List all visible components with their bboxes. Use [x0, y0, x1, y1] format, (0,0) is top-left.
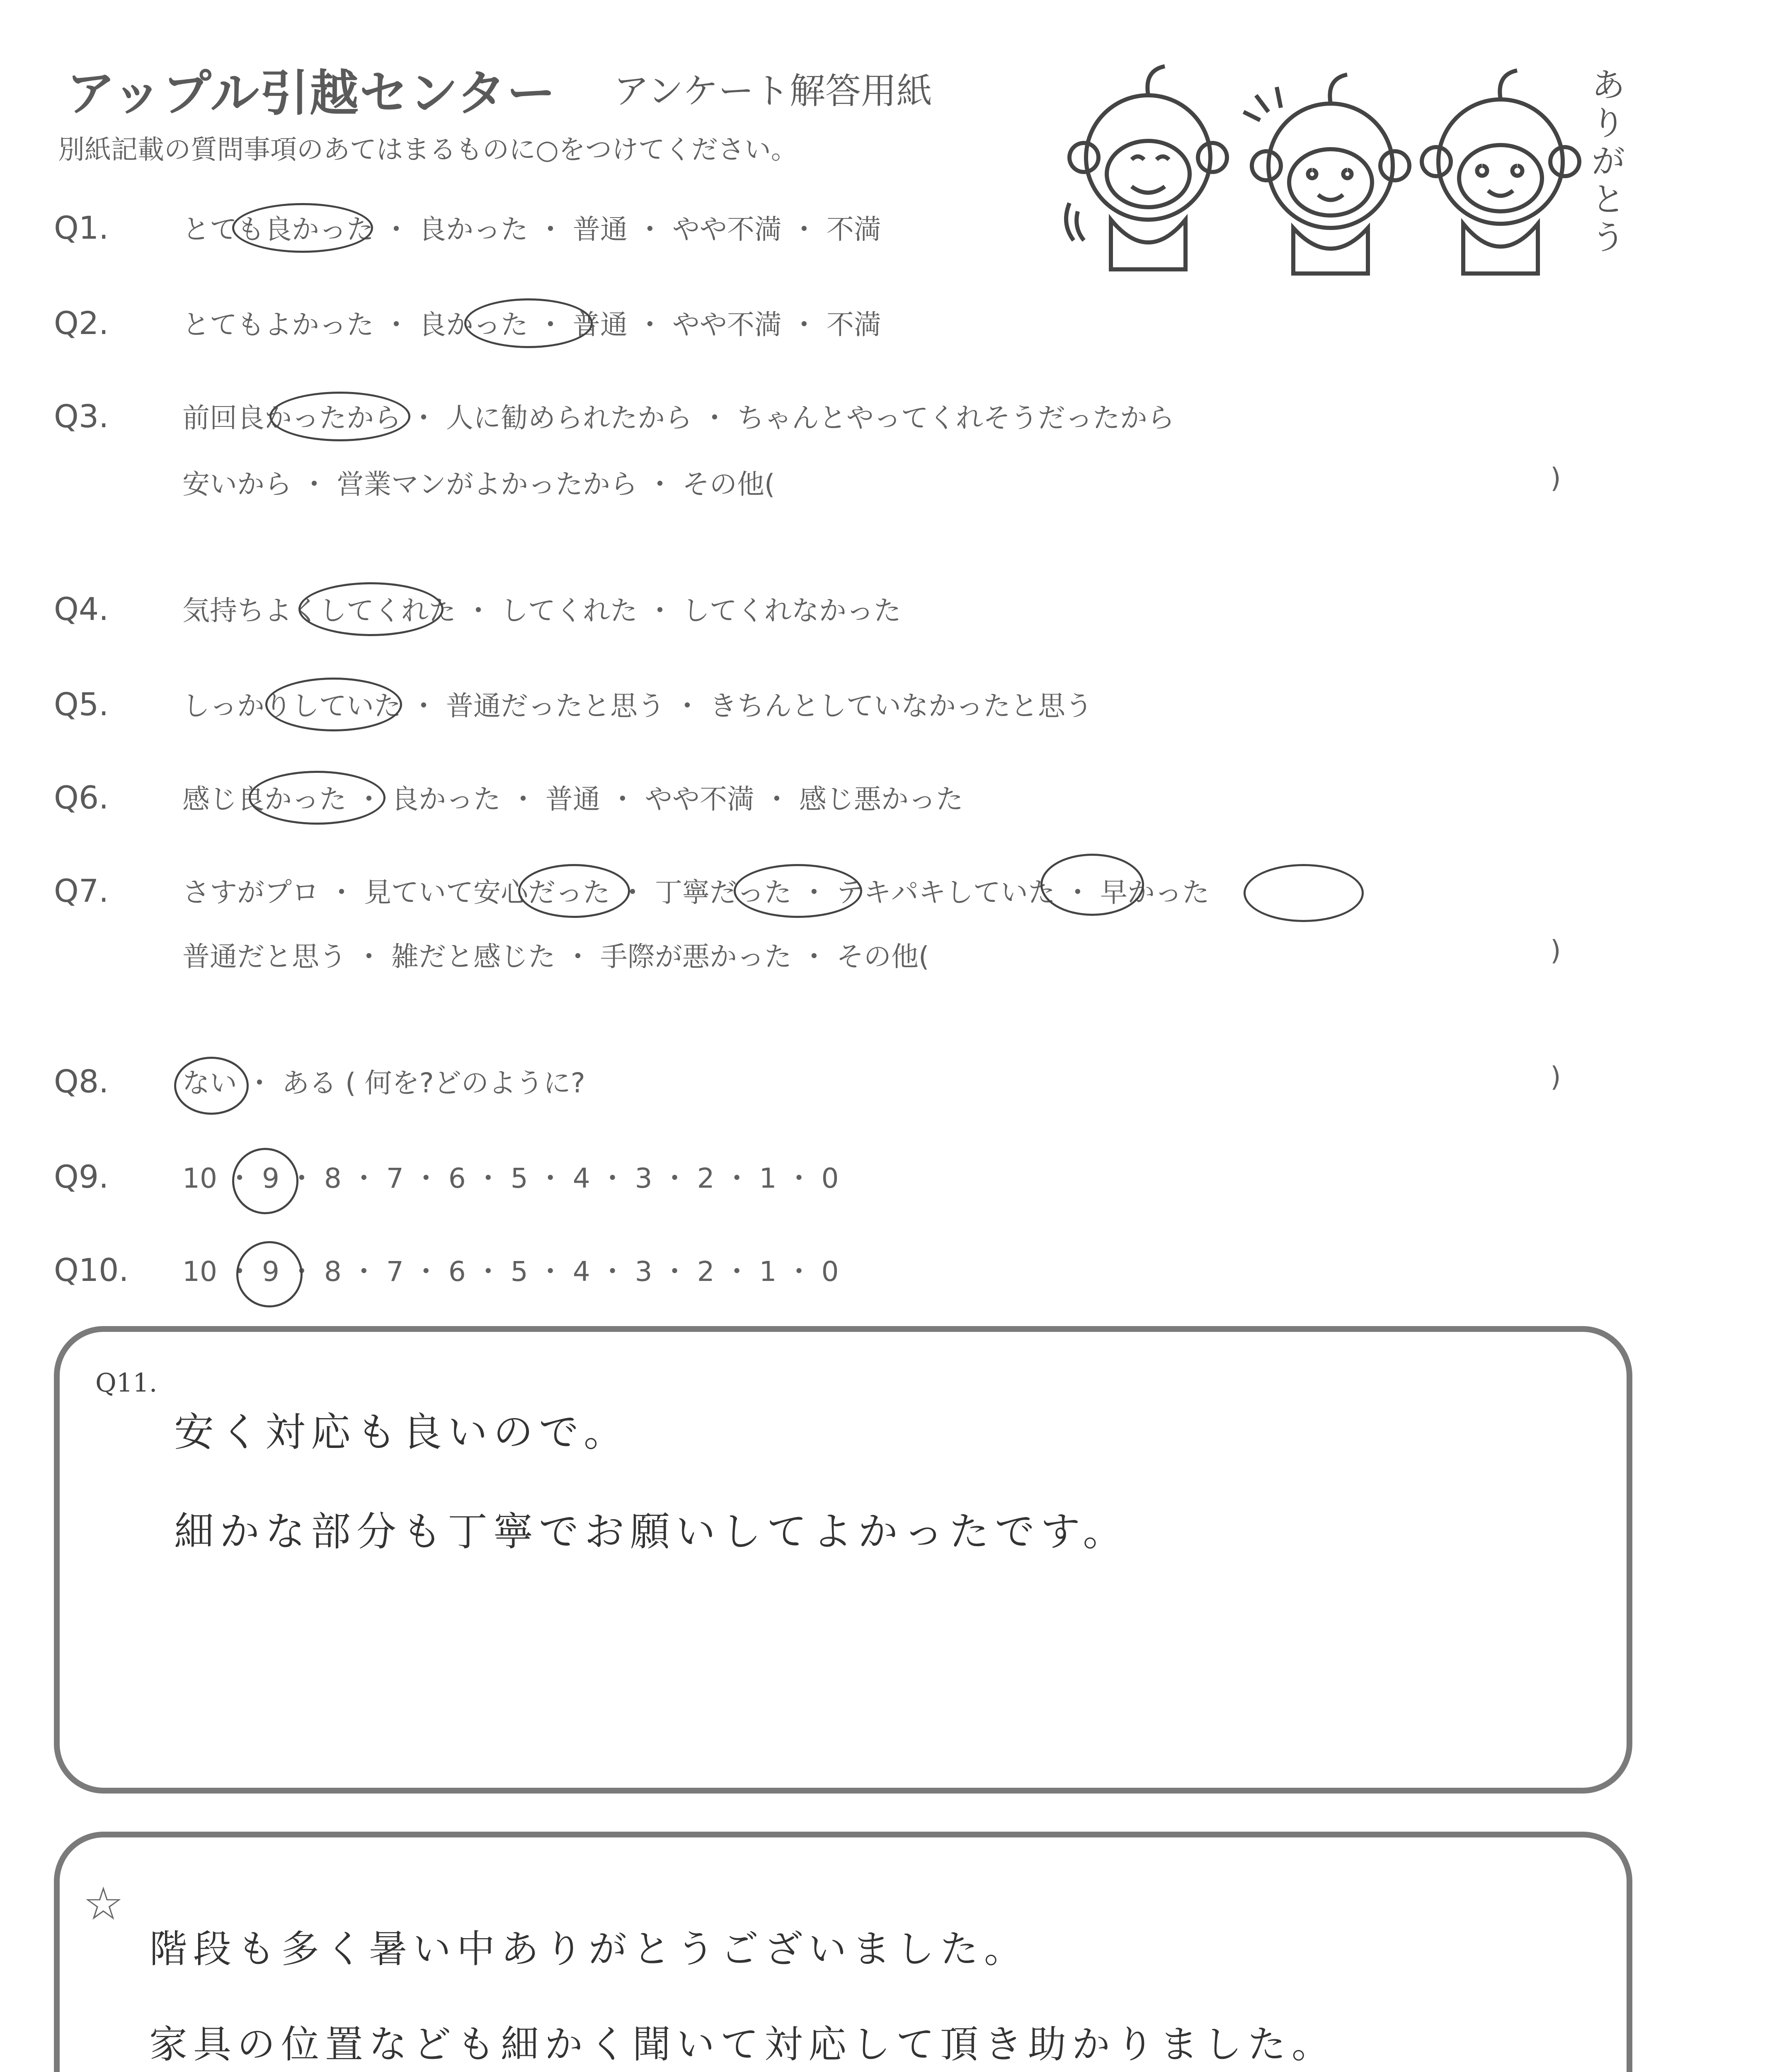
question-q8-close-paren: ): [1550, 1061, 1561, 1093]
mascot-monkeys-illustration: [1061, 62, 1600, 278]
question-row-q10: [54, 1249, 839, 1289]
question-number: Q3.: [54, 398, 109, 435]
question-row-q4: [54, 588, 901, 628]
answer-circle-q2: [464, 298, 593, 348]
answer-circle-q9: [232, 1148, 298, 1214]
answer-circle-q7-d: [1244, 864, 1364, 922]
answer-circle-q10: [236, 1241, 303, 1307]
answer-circle-q7-a: [518, 864, 630, 918]
question-options: 10 ・ 9 ・ 8 ・ 7 ・ 6 ・ 5 ・ 4 ・ 3 ・ 2 ・ 1 ・ 0: [182, 1162, 839, 1194]
q11-handwritten-line: 細かな部分も丁寧でお願いしてよかったです。: [174, 1508, 1129, 1555]
q11-answer-box: [54, 1326, 1632, 1794]
question-q7-close-paren: ): [1550, 934, 1561, 966]
answer-circle-q3: [269, 392, 410, 441]
question-number: Q10.: [54, 1251, 129, 1288]
question-number: Q1.: [54, 209, 109, 246]
question-number: Q5.: [54, 686, 109, 723]
form-subtitle: アンケート解答用紙: [613, 70, 932, 112]
question-options: 気持ちよくしてくれた ・ してくれた ・ してくれなかった: [182, 595, 901, 627]
question-row-q3: [54, 396, 1175, 435]
answer-circle-q6: [249, 771, 385, 825]
question-row-q6: [54, 777, 963, 816]
question-row-q7: [54, 870, 1210, 910]
question-options: 前回良かったから ・ 人に勧められたから ・ ちゃんとやってくれそうだったから: [182, 402, 1175, 434]
question-options: ない ・ ある ( 何を?どのように?: [182, 1067, 585, 1099]
question-options: とても良かった ・ 良かった ・ 普通 ・ やや不満 ・ 不満: [182, 213, 881, 245]
question-options: さすがプロ ・ 見ていて安心だった ・ 丁寧だった ・ テキパキしていた ・ 早かった: [182, 876, 1210, 908]
question-number: Q4.: [54, 591, 109, 627]
q11-handwritten-line: 安く対応も良いので。: [174, 1409, 630, 1455]
answer-circle-q7-b: [734, 864, 862, 918]
question-q3-close-paren: ): [1550, 462, 1561, 494]
question-row-q9: [54, 1156, 839, 1196]
star-icon: ☆: [83, 1877, 124, 1930]
company-title: アップル引越センター: [66, 65, 557, 122]
question-number: Q7.: [54, 872, 109, 909]
answer-circle-q1: [232, 203, 373, 253]
question-number: Q8.: [54, 1063, 109, 1100]
question-q7-line2: 普通だと思う ・ 雑だと感じた ・ 手際が悪かった ・ その他(: [182, 941, 929, 973]
answer-circle-q7-c: [1040, 854, 1144, 916]
answer-circle-q4: [298, 582, 444, 636]
comment-handwritten-line: 階段も多く暑い中ありがとうございました。: [149, 1927, 1028, 1971]
answer-circle-q8: [174, 1057, 249, 1115]
comment-handwritten-line: 家具の位置なども細かく聞いて対応して頂き助かりました。: [149, 2022, 1336, 2067]
question-number: Q2.: [54, 305, 109, 341]
question-number: Q9.: [54, 1158, 109, 1195]
question-options: とてもよかった ・ 良かった ・ 普通 ・ やや不満 ・ 不満: [182, 309, 881, 341]
question-row-q1: [54, 207, 881, 247]
question-options: 10 ・ 9 ・ 8 ・ 7 ・ 6 ・ 5 ・ 4 ・ 3 ・ 2 ・ 1 ・ 0: [182, 1256, 839, 1288]
question-row-q8: [54, 1061, 585, 1100]
question-options: 感じ良かった ・ 良かった ・ 普通 ・ やや不満 ・ 感じ悪かった: [182, 783, 963, 815]
q11-label: Q11.: [95, 1368, 158, 1398]
question-number: Q6.: [54, 779, 109, 816]
mascot-caption: ありがとう: [1592, 66, 1625, 257]
question-options: しっかりしていた ・ 普通だったと思う ・ きちんとしていなかったと思う: [182, 690, 1093, 722]
question-q3-line2: 安いから ・ 営業マンがよかったから ・ その他(: [182, 468, 775, 500]
answer-circle-q5: [265, 678, 402, 731]
instruction-text: 別紙記載の質問事項のあてはまるものに○をつけてください。: [58, 135, 798, 165]
question-row-q5: [54, 684, 1093, 723]
